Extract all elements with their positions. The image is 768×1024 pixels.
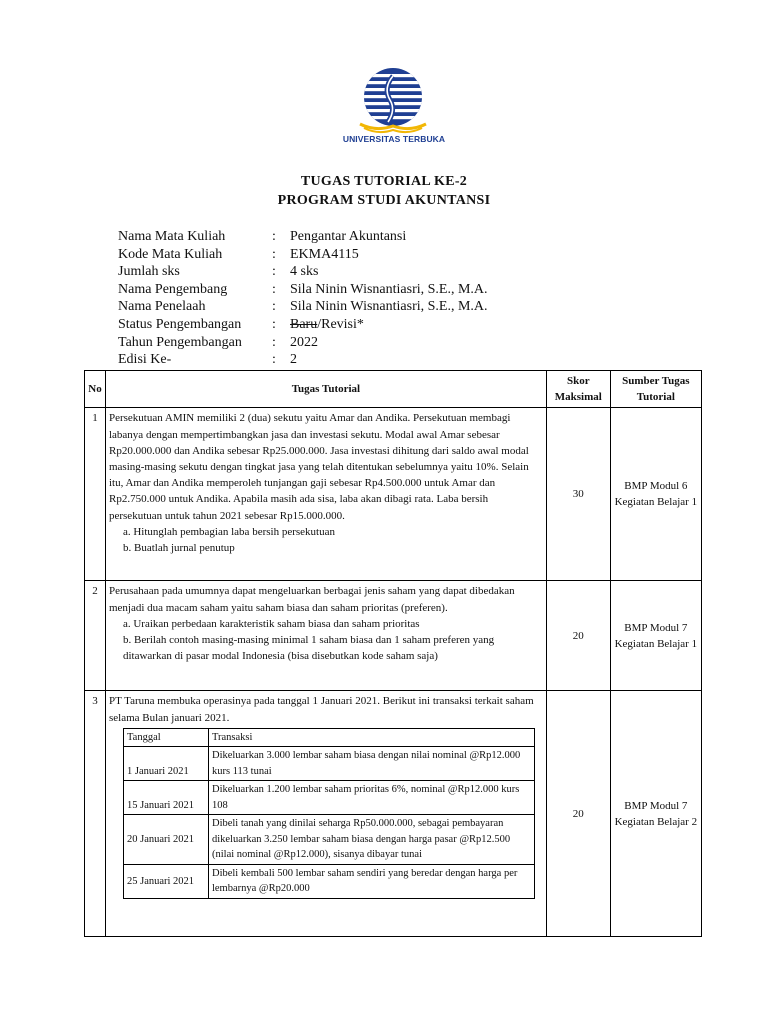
- meta-row: [118, 246, 488, 264]
- transaction-row: [123, 747, 534, 781]
- source-cell: BMP Modul 7 Kegiatan Belajar 1: [610, 581, 701, 691]
- task-cell: [105, 581, 546, 691]
- meta-value: 2: [290, 352, 297, 368]
- transaction-desc: Dibeli kembali 500 lembar saham sendiri yang beredar dengan harga per lembarnya @Rp20.000: [208, 864, 534, 898]
- score-cell: 20: [546, 691, 610, 937]
- meta-separator: :: [272, 281, 276, 297]
- score-cell: 30: [546, 408, 610, 581]
- meta-separator: :: [272, 316, 276, 332]
- transaction-date: 20 Januari 2021: [123, 815, 208, 865]
- task-item: b. Berilah contoh masing-masing minimal 1 saham biasa dan 1 saham preferen yang ditawarkan di pasar modal Indonesia (bisa disebutkan kode saham saja): [122, 634, 495, 663]
- task-item: b. Buatlah jurnal penutup: [122, 542, 235, 555]
- document-subtitle: PROGRAM STUDI AKUNTANSI: [277, 193, 491, 208]
- transaction-row: [123, 781, 534, 815]
- table-row: [85, 581, 702, 691]
- transaction-row: [123, 815, 534, 865]
- meta-value: Pengantar Akuntansi: [290, 229, 407, 244]
- meta-label: Nama Penelaah: [118, 299, 206, 315]
- meta-separator: :: [272, 264, 276, 280]
- meta-row: [118, 263, 488, 281]
- meta-label: Kode Mata Kuliah: [118, 246, 223, 262]
- task-text: PT Taruna membuka operasinya pada tanggal 1 Januari 2021. Berikut ini transaksi terkait saham selama Bulan januari 2021.: [108, 695, 534, 724]
- meta-value: Sila Ninin Wisnantiasri, S.E., M.A.: [290, 281, 488, 297]
- row-number: 1: [85, 408, 106, 581]
- task-text: Perusahaan pada umumnya dapat mengeluarkan berbagai jenis saham yang dapat dibedakan menjadi dua macam saham yaitu saham biasa dan saham prioritas (preferen).: [108, 585, 515, 614]
- row-number: 3: [85, 691, 106, 937]
- task-item: a. Uraikan perbedaan karakteristik saham biasa dan saham prioritas: [122, 617, 420, 630]
- table-row: [85, 408, 702, 581]
- header-task: Tugas Tutorial: [105, 371, 546, 408]
- meta-value: Sila Ninin Wisnantiasri, S.E., M.A.: [290, 299, 488, 315]
- meta-label: Nama Pengembang: [118, 281, 228, 297]
- meta-label: Tahun Pengembangan: [118, 334, 242, 350]
- meta-separator: :: [272, 229, 276, 244]
- task-text: Persekutuan AMIN memiliki 2 (dua) sekutu yaitu Amar dan Andika. Persekutuan membagi labanya dengan mempertimbangkan jasa dan investasi sekutu. Modal awal Amar sebesar Rp20.000.000 dan Andika sebesar Rp25.000.000. Jasa investasi dihitung dari saldo awal modal masing-masing sekutu dengan tingkat jasa yang telah ditentukan sebelumnya yaitu 10%. Selain itu, Amar dan Andika memperoleh tunjangan gaji sebesar Rp4.500.000 untuk Amar dan Rp2.750.000 untuk Andika. Apabila masih ada sisa, laba akan dibagi rata. Laba bersih persekutuan untuk tahun 2021 sebesar Rp15.000.000.: [108, 412, 529, 522]
- header-source: Sumber Tugas Tutorial: [610, 371, 701, 408]
- transactions-header-desc: Transaksi: [208, 728, 534, 747]
- logo-text: UNIVERSITAS TERBUKA: [342, 134, 446, 144]
- meta-separator: :: [272, 299, 276, 315]
- meta-row: [118, 228, 488, 246]
- meta-separator: :: [272, 246, 276, 262]
- source-cell: BMP Modul 6 Kegiatan Belajar 1: [610, 408, 701, 581]
- header-no: No: [85, 371, 106, 408]
- header-score: Skor Maksimal: [546, 371, 610, 408]
- document-title: TUGAS TUTORIAL KE-2: [300, 174, 468, 189]
- transaction-date: 1 Januari 2021: [123, 747, 208, 781]
- score-cell: 20: [546, 581, 610, 691]
- meta-label: Status Pengembangan: [118, 316, 242, 332]
- meta-row: [118, 298, 488, 316]
- meta-row: [118, 281, 488, 299]
- table-row: [85, 691, 702, 937]
- meta-separator: :: [272, 334, 276, 350]
- task-cell: [105, 408, 546, 581]
- row-number: 2: [85, 581, 106, 691]
- meta-label: Edisi Ke-: [118, 352, 172, 368]
- tutorial-table: [84, 370, 702, 937]
- source-cell: BMP Modul 7 Kegiatan Belajar 2: [610, 691, 701, 937]
- meta-row: [118, 351, 488, 369]
- transactions-header-row: [123, 728, 534, 747]
- transaction-desc: Dikeluarkan 1.200 lembar saham prioritas 6%, nominal @Rp12.000 kurs 108: [208, 781, 534, 815]
- transaction-date: 25 Januari 2021: [123, 864, 208, 898]
- transaction-date: 15 Januari 2021: [123, 781, 208, 815]
- transaction-desc: Dibeli tanah yang dinilai seharga Rp50.000.000, sebagai pembayaran dikeluarkan 3.250 lembar saham biasa dengan harga pasar @Rp12.500 (nilai nominal @Rp12.000), sisanya dibayar tunai: [208, 815, 534, 865]
- task-cell: [105, 691, 546, 937]
- transactions-header-date: Tanggal: [123, 728, 208, 747]
- transaction-desc: Dikeluarkan 3.000 lembar saham biasa dengan nilai nominal @Rp12.000 kurs 113 tunai: [208, 747, 534, 781]
- task-item: a. Hitunglah pembagian laba bersih persekutuan: [122, 525, 335, 538]
- meta-value: EKMA4115: [290, 246, 359, 262]
- meta-row: [118, 334, 488, 352]
- table-header-row: [85, 371, 702, 408]
- meta-value: 2022: [290, 334, 318, 350]
- meta-value: /Revisi*: [317, 316, 364, 332]
- course-info: [118, 228, 488, 369]
- meta-label: Jumlah sks: [118, 264, 180, 280]
- meta-row: [118, 316, 488, 334]
- transactions-table: [123, 728, 535, 899]
- meta-separator: :: [272, 352, 276, 368]
- meta-value-struck: Baru: [290, 316, 318, 332]
- transaction-row: [123, 864, 534, 898]
- meta-label: Nama Mata Kuliah: [118, 229, 226, 244]
- meta-value: 4 sks: [290, 264, 319, 280]
